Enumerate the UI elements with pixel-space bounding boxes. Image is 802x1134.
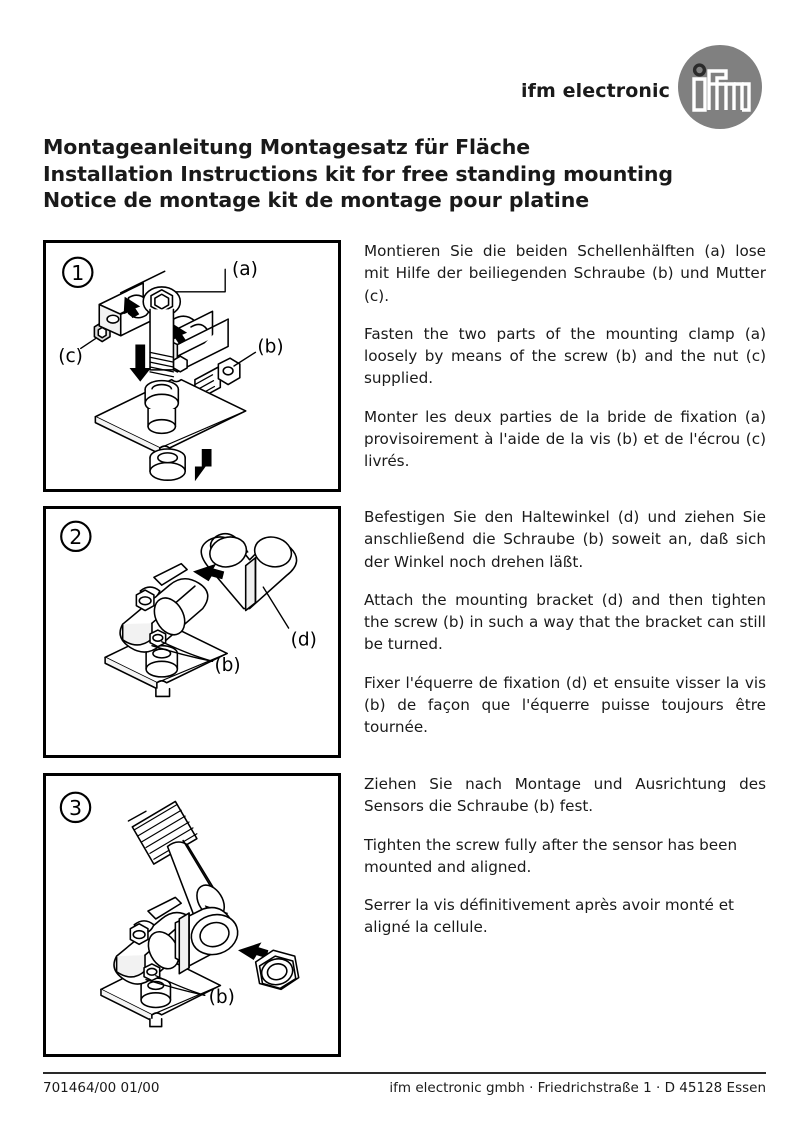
step-1-text-de: Montieren Sie die beiden Schellenhälften (a) lose mit Hilfe der beiliegenden Schraube (b) und Mutter (c). [364,242,766,305]
step-3-text-de: Ziehen Sie nach Montage und Ausrichtung des Sensors die Schraube (b) fest. [364,775,766,816]
title-line-en: Installation Instructions kit for free standing mounting [43,161,673,186]
step-number-3: 3 [68,796,83,821]
figure-label-b-1: (b) [257,336,284,358]
step-3-text-en: Tighten the screw fully after the sensor has been mounted and aligned. [364,835,738,876]
ifm-logo-icon [678,45,762,129]
step-1-text-en: Fasten the two parts of the mounting clamp (a) loosely by means of the screw (b) and the nut (c) supplied. [364,324,766,388]
instruction-step-1 [43,240,766,492]
figure-step-1 [43,240,341,492]
step-number-1: 1 [71,261,85,286]
figure-label-d-2: (d) [290,629,317,651]
step-2-text-fr: Fixer l'équerre de fixation (d) et ensuite visser la vis (b) de façon que l'équerre puisse toujours être tournée. [364,673,766,737]
page-footer [43,1080,766,1102]
step-1-text-fr: Monter les deux parties de la bride de fixation (a) provisoirement à l'aide de la vis (b) et de l'écrou (c) livrés. [364,407,766,471]
step-2-text-de: Befestigen Sie den Haltewinkel (d) und ziehen Sie anschließend die Schraube (b) soweit an, daß sich der Winkel noch drehen läßt. [364,508,766,571]
footer-company-address: ifm electronic gmbh · Friedrichstraße 1 · D 45128 Essen [389,1080,766,1096]
figure-label-a-1: (a) [232,259,258,281]
text-step-1 [364,240,766,473]
figure-label-b-2: (b) [214,655,241,677]
figure-label-b-3: (b) [208,987,235,1009]
brand-header [500,45,762,137]
text-step-2 [364,506,766,739]
step-number-2: 2 [69,525,83,550]
title-line-de: Montageanleitung Montagesatz für Fläche [43,135,531,159]
footer-document-number: 701464/00 01/00 [43,1080,160,1096]
instruction-step-2 [43,506,766,758]
figure-step-3 [43,773,341,1057]
text-step-3 [364,773,766,939]
step-3-text-fr: Serrer la vis définitivement après avoir monté et aligné la cellule. [364,896,734,937]
figure-label-c-1: (c) [58,346,83,368]
figure-step-2 [43,506,341,758]
footer-divider [43,1072,766,1074]
instruction-step-3 [43,773,766,1057]
step-2-text-en: Attach the mounting bracket (d) and then tighten the screw (b) in such a way that the bracket can still be turned. [364,590,766,654]
brand-name: ifm electronic [521,80,670,102]
title-line-fr: Notice de montage kit de montage pour platine [43,188,590,212]
document-title [43,134,763,214]
